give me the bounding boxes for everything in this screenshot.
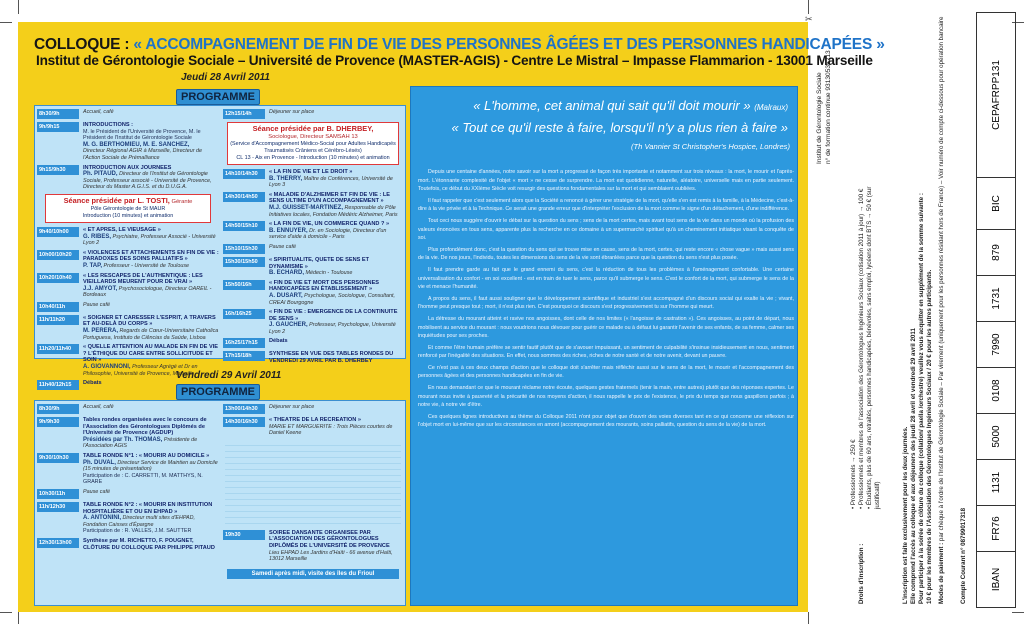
time-badge: 19h30 (223, 530, 265, 540)
row-text: Pause café (83, 301, 110, 308)
schedule-row (223, 417, 403, 437)
session-chair-note: Introduction (10 minutes) et animation (82, 212, 174, 219)
account-number: Compte Courant n° 08799017318 (960, 507, 967, 604)
tarif-item: Étudiants, plus de 60 ans, retraités, personnes handicapées, bénévoles, sans emploi, lycéens dont BTS → 50 € (sur justificatif) (866, 186, 881, 509)
time-badge: 9h/9h30 (37, 417, 79, 427)
speaker: Ph. DUVAL, (83, 459, 116, 466)
schedule-row (223, 338, 403, 348)
speaker-role: Responsable du Pôle Initiatives locales, Fondation Médéric Alzheimer, Paris (269, 204, 398, 218)
crop-mark (0, 22, 12, 23)
schedule-row (37, 417, 219, 450)
crop-mark (18, 0, 19, 14)
speaker-role: Maître de Conférences, Université de Lyon 3 (269, 175, 393, 189)
day2-schedule (34, 400, 406, 606)
tarifs-list: • Professionnels → 250 € • Professionnels et membres de l'association des Gérontologues Ingénieurs Sociaux (cotisation 2011 à jour) → 100 € • Étudiants, plus de 60 ans, retraités, personnes handicapées, bénévoles, sans emploi, lycéens dont BTS → 50 € (sur justificatif) (850, 186, 881, 509)
session-chair-role: Sociologue, Directeur SAMSAH 13 (268, 134, 358, 140)
paragraph: La détresse du mourant atteint et ravive nos angoisses, dont celle de nos limites (« l'angoisse de castration »). Ces angoisses, au point de départ, nous mobilisent au service du mourant : nous voudrions nous dévouer pour guérir ce malade ou à défaut lui garantir l'avenir de ses enfants, de sa femme, calmer ses inquiétudes pour ses proches. (418, 315, 794, 340)
paragraph: Il faut prendre garde au fait que le grand ennemi du sens, c'est la réduction de tous les problèmes à l'aménagement confortable. Une certaine universalisation du confort - en soi excellent - est en train de tuer le sens, parce qu'il submerge le sens. C'est le confort de la mort, qui submerge le sens de la vie et menace l'humanité. (418, 266, 794, 291)
participants: Participation de : C. CARRETTI, M. MATTHYS, N. GRARE (83, 472, 203, 486)
paragraph: Il faut rappeler que c'est seulement alors que la Société a renoncé à gérer une stratégie de la mort, qu'elle s'en est remis à la famille, à la Médecine, c'est-à-dire à la vie privée et à la Technique. Ce serait une grande erreur que d'interpréter l'exclusion de la mort comme le signe d'un détachement, d'une indifférence. (418, 197, 794, 213)
bic-value: CEPAFRPP131 (990, 60, 1002, 130)
time-badge: 17h15/18h (223, 351, 265, 361)
schedule-row (37, 489, 219, 499)
speaker: Ph. PITAUD, (83, 171, 118, 178)
speaker-role: Directeur Régional AGIR à Marseille, Directeur de l'Action Sociale de Prémalliance (83, 148, 203, 161)
time-badge: 16h/16h25 (223, 309, 265, 319)
note: 10 € pour les membres de l'Association des Gérontologues Ingénieurs Sociaux / 20 € pour les autres participants. (926, 269, 933, 604)
theatre-description-text (225, 440, 401, 526)
row-text: CLÔTURE DU COLLOQUE PAR PHILIPPE PITAUD (83, 544, 215, 551)
note: Elle comprend l'accès au colloque et aux déjeuners des jeudi 28 avril et vendredi 29 avril 2011 (910, 328, 917, 604)
time-badge: 11h40/12h15 (37, 380, 79, 390)
time-badge: 9h40/10h00 (37, 227, 79, 237)
time-badge: 10h20/10h40 (37, 273, 79, 283)
row-title: SYNTHÈSE EN VUE DES TABLES RONDES DU VENDREDI 29 AVRIL PAR B. DHERBEY (269, 351, 394, 365)
session-chair-role: Gérante (171, 198, 193, 205)
row-text: Débats (269, 338, 288, 345)
schedule-row (37, 165, 219, 191)
crop-mark (808, 0, 809, 14)
day2-programme-label: PROGRAMME (176, 384, 260, 400)
schedule-row (223, 169, 403, 189)
paragraph: Plus profondément donc, c'est la question du sens qui se trouve mise en cause, sens de la mort, certes, qui reste encore « chose vague » mais aussi sens de la vie. De nos jours, l'individu, toutes les dimensions du sens de la vie sont ébranlées parce que la question du sens n'est plus posée. (418, 246, 794, 262)
schedule-row (223, 192, 403, 218)
payment-label: Modes de paiement : (938, 542, 945, 604)
day1-date: Jeudi 28 Avril 2011 (181, 72, 270, 83)
row-title: SOIRÉE DANSANTE ORGANISÉE PAR L'ASSOCIATION DES GÉRONTOLOGUES DIPLÔMÉS DE L'UNIVERSITÉ DE PROVENCE (269, 529, 390, 549)
speaker-role: Psychiatre, Professeur Associé - Université Lyon 2 (83, 233, 216, 247)
time-badge: 10h00/10h20 (37, 250, 79, 260)
time-badge: 13h00/14h30 (223, 404, 265, 414)
schedule-row (37, 538, 219, 551)
crop-mark (808, 612, 809, 624)
quote-source: (Th Vannier St Christopher's Hospice, Londres) (630, 142, 790, 151)
schedule-row (37, 122, 219, 162)
day1-right-column (223, 109, 403, 368)
session-chair-org: (Service d'Accompagnement Médico-Social pour Adultes Handicapés Traumatisés Crâniens et Cérébro-Lésés) (230, 141, 396, 154)
speaker-role: Psychosociologue, Directeur OAREIL - Bordeaux (83, 285, 212, 299)
row-title: « LES RESCAPÉS DE L'AUTHENTIQUE : LES VIEILLARDS MEURENT POUR DE VRAI » (83, 272, 203, 286)
crop-mark (0, 612, 12, 613)
row-title: « QUELLE ATTENTION AU MALADE EN FIN DE VIE ? L'ÉTHIQUE DU CARE ENTRE SOLLICITUDE ET SOIN » (83, 344, 218, 364)
row-text: M. le Président de l'Université de Provence, M. le Président de l'Institut de Gérontologie Sociale (83, 128, 201, 142)
speaker-role: Professeur, Psychologue, Université Lyon 2 (269, 322, 396, 335)
day2-right-column (223, 404, 403, 579)
row-title: « FIN DE VIE ET MORT DES PERSONNES HANDICAPÉES EN ÉTABLISSEMENT » (269, 279, 380, 293)
training-number: n° de formation continue 93130535213 (825, 50, 832, 164)
time-badge: 15h30/15h50 (223, 257, 265, 267)
speaker-role: Médecin - Toulouse (305, 270, 353, 277)
time-badge: 9h15/9h30 (37, 165, 79, 175)
speaker: B. ENNUYER, (269, 227, 308, 234)
iban-part: 0108 (977, 367, 1015, 413)
row-title: Tables rondes organisées avec le concours de l'Association des Gérontologues Diplômés de l'Université de Provence (AGDUP) (83, 417, 207, 437)
session-chair-box (227, 122, 399, 165)
row-title: « LA FIN DE VIE, UN COMMERCE QUAND ? » (269, 221, 390, 228)
schedule-row (37, 453, 219, 486)
row-title: « SPIRITUALITÉ, QUÊTE DE SENS ET DYNAMISME » (269, 256, 370, 270)
participants: Participation de : R. VALLES, J.M. SAUTTER (83, 528, 192, 535)
row-title: « THÉÂTRE DE LA RÉCRÉATION » (269, 417, 361, 423)
introduction-text (418, 168, 794, 433)
time-badge: 16h25/17h15 (223, 338, 265, 348)
iban-part: 879 (977, 229, 1015, 275)
schedule-row (37, 302, 219, 312)
paragraph: Tout ceci nous suggère d'ouvrir le débat sur la question du sens ; sens de la mort certes, mais avant tout sens de la vie dans un monde où la profusion des valeurs énoncées en tous sens, apparente plus la recherche en ce domaine à un supermarché spirituel qu'à un cheminement initiatique visant la conquête de soi. (418, 217, 794, 242)
time-badge: 8h30/9h (37, 109, 79, 119)
schedule-row (37, 315, 219, 341)
speaker-role: Directeur de l'Institut de Gérontologie Sociale, Professeur associé - Université de Provence, Directeur du Master A.G.I.S. et du D.U.G.A. (83, 171, 212, 191)
time-badge: 11h/11h20 (37, 315, 79, 325)
institute-name: Institut de Gérontologie Sociale (816, 72, 823, 164)
day1-left-column (37, 109, 219, 393)
speaker: J. GAUCHER, (269, 322, 308, 329)
speaker: A. DUSART, (269, 292, 303, 299)
paragraph: Depuis une centaine d'années, notre savoir sur la mort a progressé de façon très importante et notamment sur trois niveaux : la mort, le mourir et l'après-mort. L'étonnante complexité de l'objet « mort » ne cesse de surprendre. La mort est quotidienne, naturelle, aléatoire, universelle mais en partie seulement. Toutefois, ce début du XXIème Siècle voit resurgir des questions fondamentales sur la mort et qui semblaient oubliées. (418, 169, 794, 193)
session-chair-title: Séance présidée par L. TOSTI, (63, 195, 170, 205)
time-badge: 15h10/15h30 (223, 244, 265, 254)
speaker: M. PERERA, (83, 328, 119, 335)
crop-mark (18, 612, 19, 624)
speaker: A. GIOVANNONI, (83, 364, 131, 371)
schedule-row (37, 109, 219, 119)
row-text: Accueil, café (83, 109, 114, 115)
schedule-row (223, 404, 403, 414)
row-text: Lieu EHPAD Les Jardins d'Haïti - 66 avenue d'Haïti, 13012 Marseille (269, 549, 393, 563)
time-badge: 12h30/13h00 (37, 538, 79, 548)
speaker: M.J. GUISSET-MARTINEZ, (269, 204, 344, 211)
colloque-title (34, 36, 885, 54)
iban-part: 5000 (977, 413, 1015, 459)
speaker-role: Professeur Agrégé et Dr en Philosophie, Université de Provence, Marseille (83, 364, 198, 377)
speaker-role: Psychologue, Sociologue, Consultant, CREAI Bourgogne (269, 292, 395, 306)
row-title: « LA FIN DE VIE ET LE DROIT » (269, 169, 353, 175)
paragraph: A propos du sens, il faut aussi souligner que le développement scientifique et industriel s'est accompagné d'un discours social qui exalte la vie ; vivant, l'homme peut presque tout ; mort, il n'est plus rien. C'est pourquoi ce discours s'est progressivement tu sur l'homme qui meurt. (418, 295, 794, 311)
speaker-role: Regards de Cœur-Universitaire Catholica Portuguesa, Instituto de Ciências da Saúde, Lisboa (83, 328, 219, 341)
note: Pour participer à la soirée de clôture du colloque (collation/ paella /orchestre) veuillez vous acquitter en supplément de la somme suivante : (918, 193, 925, 604)
row-title: « MALADIE D'ALZHEIMER ET FIN DE VIE : LE SENS ULTIME D'UN ACCOMPAGNEMENT » (269, 191, 390, 205)
session-chair-box (45, 194, 211, 223)
droits-label (858, 514, 866, 604)
iban-part: FR76 (977, 505, 1015, 551)
time-badge: 14h10/14h30 (223, 169, 265, 179)
time-badge: 12h15/14h (223, 109, 265, 119)
schedule-row (223, 221, 403, 241)
quote-source: (Malraux) (754, 103, 788, 112)
time-badge: 10h40/11h (37, 302, 79, 312)
time-badge: 8h30/9h (37, 404, 79, 414)
iban-part: 7990 (977, 321, 1015, 367)
row-title: TABLE RONDE N°2 : « MOURIR EN INSTITUTION HOSPITALIÈRE ET OU EN EHPAD » (83, 501, 213, 515)
row-title: INTRODUCTIONS : (83, 122, 134, 128)
tarif-item: Professionnels → 250 € (850, 439, 857, 506)
row-text: Déjeuner sur place (269, 109, 315, 115)
colloque-label: COLLOQUE : (34, 36, 130, 53)
session-chair-org: Pôle Gérontologie de St MAUR (90, 205, 166, 212)
schedule-row (223, 530, 403, 563)
speaker-role: Présidente de l'Association AGIS (83, 436, 198, 450)
droits-label-text: Droits d'inscription : (858, 543, 865, 604)
speaker-role: Dr. en Sociologie, Directeur d'un service d'aide à domicile - Paris (269, 227, 387, 241)
payment-text: par chèque à l'ordre de l'Institut de Gérontologie Sociale – Par virement (uniquement pour les personnes résidant hors de France) – Voir numéro de compte ci-dessous pour opération bancaire (938, 16, 945, 542)
schedule-row (37, 273, 219, 299)
bank-table (976, 12, 1016, 608)
colloque-theme: « ACCOMPAGNEMENT DE FIN DE VIE DES PERSONNES ÂGÉES ET DES PERSONNES HANDICAPÉES » (133, 36, 885, 53)
day1-programme-label: PROGRAMME (176, 89, 260, 105)
row-text: MARIE ET MARGUERITE : Trois Pièces courtes de Daniel Keene (269, 423, 393, 437)
iban-part: 1131 (977, 459, 1015, 505)
speaker: Présidées par Th. THOMAS, (83, 436, 163, 443)
registration-notes (902, 4, 934, 604)
time-badge: 9h30/10h30 (37, 453, 79, 463)
bic-label: BIC (977, 177, 1015, 229)
row-title: « ET APRÈS, LE VIEUSAGE » (83, 226, 161, 233)
speaker: P. TAP, (83, 262, 103, 269)
session-chair-title: Séance présidée par B. DHERBEY, (252, 124, 374, 133)
note: L'inscription est faite exclusivement pour les deux journées. (902, 426, 909, 604)
scissors-icon: ✂ (805, 14, 813, 24)
row-text: Déjeuner sur place (269, 404, 315, 410)
speaker: B. THERRY, (269, 175, 303, 182)
paragraph: En nous demandant ce que le mourant réclame notre écoute, quelques gestes fraternels (tenir la main, entre autres) plutôt que des réponses expertes. Le mourant nous invite à pauvreté et la précarité de nos moyens d'action, il nous rappelle le prix de l'existence, le prix du temps que nous gaspillons parfois ; à notre vie, à notre vie d'être. (418, 385, 794, 409)
row-title: « FIN DE VIE : ÉMERGENCE DE LA CONTINUITÉ DE SENS » (269, 309, 398, 322)
row-text: Accueil, café (83, 404, 114, 410)
schedule-row (37, 227, 219, 247)
speaker: J.J. AMYOT, (83, 285, 118, 292)
paragraph: Ces quelques lignes introductives au thème du Colloque 2011 n'ont pour objet que d'ouvrir des voies diverses tant en ce qui concerne une réflexion sur l'objet mort en lui-même que sur les circonstances en amont (accompagnement des mourants, soins palliatifs, question du sens de la vie) de la mort. (418, 413, 794, 429)
institute-address: Institut de Gérontologie Sociale – Université de Provence (MASTER-AGIS) - Centre Le Mistral – Impasse Flammarion - 13001 Marseille (36, 53, 873, 68)
time-badge: 11h/12h30 (37, 502, 79, 512)
schedule-row (223, 309, 403, 335)
schedule-row (223, 351, 403, 364)
row-text: Pause café (83, 488, 110, 495)
quote-vannier: « Tout ce qu'il reste à faire, lorsqu'il n'y a plus rien à faire » (451, 120, 788, 135)
row-text: Débats (83, 380, 102, 387)
row-title: « SOIGNER ET CARESSER L'ESPRIT, À TRAVERS ET AU-DELÀ DU CORPS » (83, 314, 216, 328)
quote-malraux (420, 98, 788, 113)
iban-part: 1731 (977, 275, 1015, 321)
time-badge: 14h30/16h30 (223, 417, 265, 427)
schedule-row (37, 502, 219, 535)
time-badge: 9h/9h15 (37, 122, 79, 132)
tarif-item: Professionnels et membres de l'association des Gérontologues Ingénieurs Sociaux (cotisation 2011 à jour) → 100 € (858, 188, 865, 506)
day2-left-column (37, 404, 219, 554)
schedule-row (223, 280, 403, 306)
time-badge: 11h20/11h40 (37, 344, 79, 354)
time-badge: 14h30/14h50 (223, 192, 265, 202)
session-chair-note: CL 13 - Aix en Provence - Introduction (10 minutes) et animation (236, 155, 390, 161)
speaker-role: Professeur - Université de Toulouse (103, 262, 190, 269)
saturday-note: Samedi après midi, visite des îles du Frioul (227, 569, 399, 579)
schedule-row (223, 109, 403, 119)
schedule-row (37, 404, 219, 414)
speaker-role: Directeur Service de Maintien au Domicile (15 minutes de présentation) (83, 459, 218, 473)
schedule-row (223, 244, 403, 254)
schedule-row (223, 257, 403, 277)
speaker: A. ANTONINI, (83, 515, 122, 522)
time-badge: 14h50/15h10 (223, 221, 265, 231)
row-title: TABLE RONDE N°1 : « MOURIR AU DOMICILE » (83, 452, 210, 459)
time-badge: 15h50/16h (223, 280, 265, 290)
speaker: M. G. BERTHOMIEU, M. E. SANCHEZ, (83, 141, 190, 148)
speaker: B. ECHARD, (269, 270, 305, 277)
row-title: Synthèse par M. RICHETTO, F. POUGNET, (83, 537, 194, 544)
row-text: Pause café (269, 243, 296, 250)
day2-date: Vendredi 29 Avril 2011 (176, 370, 282, 381)
registration-panel (810, 0, 1024, 624)
payment-info (938, 4, 946, 604)
speaker-role: Directeur multi sites d'EHPAD, Fondation Caisses d'Épargne (83, 515, 196, 528)
paragraph: Ce n'est pas à ces deux champs d'action que le colloque doit s'arrêter mais réfléchir aussi sur le sens de la mort, le mourir et l'accompagnement des personnes âgées et des personnes handicapées en fin de vie. (418, 364, 794, 380)
quote-text: « L'homme, cet animal qui sait qu'il doit mourir » (473, 98, 751, 113)
paragraph: Et comme l'être humain préfère se sentir fautif plutôt que de s'avouer impuissant, un sentiment de culpabilité s'insinue insidieusement en nous, sentiment renforcé par l'inégalité des situations. En effet, nous sommes des riches, riches de notre santé et de notre avenir, devant un pauvre. (418, 344, 794, 360)
iban-label: IBAN (977, 551, 1015, 607)
speaker: G. RIBES, (83, 233, 112, 240)
row-title: « VIOLENCES ET ATTACHEMENTS EN FIN DE VIE : PARADOXES DES SOINS PALLIATIFS » (83, 249, 219, 263)
schedule-row (37, 250, 219, 270)
row-title: INTRODUCTION AUX JOURNÉES (83, 164, 172, 171)
time-badge: 10h30/11h (37, 489, 79, 499)
